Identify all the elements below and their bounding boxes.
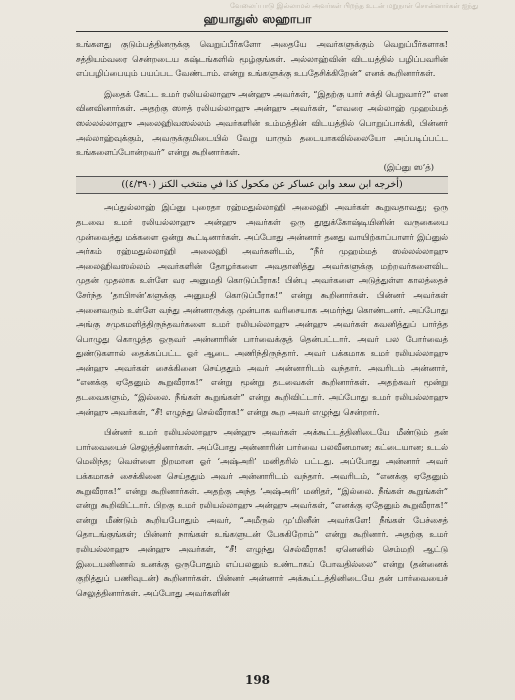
bleed-through-text: வேலைப்பாடு இல்லாமல் அவர்கள் பிறந்த உடன் மறுநாள் சொன்னார்கள் ஐந்து (230, 2, 479, 10)
paragraph: பின்னர் உமர் ரலியல்லாஹு அன்ஹு அவர்கள் அக்கூட்டத்தினிடையே மீண்டும் தன் பார்வையைச் செலுத்தினார்கள். அப்போது அன்னாரின் பார்வை பலவீனமான; கட்டையான; உடல் மெலிந்த; வெள்ளை நிறமான ஓர் ‘அஷ்அரி’ மனிதரில் பட்டது. அப்போது அன்னார் அவர் பக்கமாகச் சைக்கினை செய்ததும் அவர் அன்னாரிடம் வந்தார். அவரிடம், “எனக்கு ஏதேனும் கூறுவீராக!” என்று கூறினார்கள். அதற்கு அந்த ‘அஷ்அரி’ மனிதர், “இல்லை. நீங்கள் கூறுங்கள்” என்று கூறிவிட்டார். பிறகு உமர் ரலியல்லாஹு அன்ஹு அவர்கள், “எனக்கு ஏதேனும் கூறுவீராக!” என்று மீண்டும் கூறியபோதும் அவர், “அமீருல் மு’மினீன் அவர்களே! நீங்கள் பேச்சைத் தொடங்குங்கள்; பின்னர் நாங்கள் உங்களுடன் பேசுகிறோம்” என்று கூறினார். அதற்கு உமர் ரலியல்லாஹு அன்ஹு அவர்கள், “சீ! எழுந்து செல்வீராக! ஏனெனில் செம்மறி ஆட்டு இடையனினால் உனக்கு ஒருபோதும் எப்பலனும் உண்டாகப் போவதில்லை” என்று (தன்னைக் குறித்துப் பணிவுடன்) கூறினார்கள். பின்னர் அன்னார் அக்கூட்டத்தினிடையே தன் பார்வையைச் செலுத்தினார்கள். அப்போது அவர்களின் (76, 427, 448, 598)
paragraph: அப்துல்லாஹ் இப்னு புரைதா ரஹ்மதுல்லாஹி அலைஹி அவர்கள் கூறுவதாவது; ஒரு தடவை உமர் ரலியல்லாஹு அன்ஹு அவர்கள் ஒரு தூதுக்கோஷ்டியினின் வருகையை முன்வைத்து மக்களை ஒன்று கூட்டினார்கள். அப்போது அன்னார் தனது வாயிற்காப்பாளர் இப்னுல் அர்கம் ரஹ்மதுல்லாஹி அலைஹி அவர்களிடம், “நீர் முஹம்மத் ஸல்லல்லாஹு அலைஹிவஸல்லம் அவர்களின் தோழர்களை அவதானித்து அவர்களுக்கு மற்றவர்களைவிட முதன் முதலாக உள்ளே வர அனுமதி கொடுப்பீராக! பின்பு அவர்களை அடுத்துள்ள காலத்தைச் சேர்ந்த ‘தாபிஈன்’களுக்கு அனுமதி கொடுப்பீராக!” என்று கூறினார்கள். பின்னர் அவர்கள் அனைவரும் உள்ளே வந்து அன்னாருக்கு முன்பாக வரிசையாக அமர்ந்து கொண்டனர். அப்போது அங்கு சமுகமளித்திருந்தவர்களை உமர் ரலியல்லாஹு அன்ஹு அவர்கள் கவனித்துப் பார்த்த பொழுது கொழுத்த ஒருவர் அன்னாரின் பார்வைக்குத் தென்பட்டார். அவர் பல போர்வைத் துண்டுகளால் தைக்கப்பட்ட ஓர் ஆடை அணிந்திருந்தார். அவர் பக்கமாக உமர் ரலியல்லாஹு அன்ஹு அவர்கள் சைக்கினை செய்ததும் அவர் அன்னாரிடம் வந்தார். அவரிடம் அன்னார், “எனக்கு ஏதேனும் கூறுவீராக!” என்று மூன்று தடவைகள் கூறினார்கள். அதற்கவர் மூன்று தடவைகளும், “இல்லை. நீங்கள் கூறுங்கள்” என்று கூறிவிட்டார். அப்போது உமர் ரலியல்லாஹு அன்ஹு அவர்கள், “சீ! எழுந்து செல்வீராக!” என்று கூற அவர் எழுந்து சென்றார். (76, 202, 448, 417)
citation: (இப்னு ஸ’த்) (383, 161, 434, 172)
arabic-reference: (أخرجه ابن سعد وابن عساكر عن مكحول كذا في منتخب الكنز (٤/٣٩٠)) (76, 176, 448, 194)
body-text (76, 37, 448, 600)
running-head-title: ஹயாதுஸ் ஸஹாபா (203, 12, 312, 26)
paragraph: உங்களது குடும்பத்தினருக்கு வெறுப்பீர்களோ அதையே அவர்களுக்கும் வெறுப்பீர்களாக! சத்தியம்வரை சென்றடைய கஷ்டங்களில் மூழ்குங்கள். அல்லாஹ்வின் விடயத்தில் பழிப்பவரின் எப்பழிப்பையும் பயப்பட வேண்டாம். என்று உங்களுக்கு உபதேசிக்கிறேன்” எனக் கூறினார்கள். (76, 39, 448, 79)
paragraph: இதைக் கேட்ட உமர் ரலியல்லாஹு அன்ஹு அவர்கள், “இதற்கு யார் சக்தி பெறுவார்?” என வினவினார்கள். அதற்கு ஸஈத் ரலியல்லாஹு அன்ஹு அவர்கள், “எவரை அல்லாஹ் முஹம்மத் ஸல்லல்லாஹு அலைஹிவஸல்லம் அவர்களின் உம்மத்தின் விடயத்தில் பொறுப்பாக்கி, பின்னர் அல்லாஹ்வுக்கும், அவருக்குமிடையில் வேறு யாரும் தடையாகவில்லையோ அப்படிப்பட்ட உங்களைப்போன்றவர்” என்று கூறினார்கள். (76, 88, 448, 158)
page-number: 198 (244, 673, 271, 687)
header-rule (76, 31, 448, 32)
